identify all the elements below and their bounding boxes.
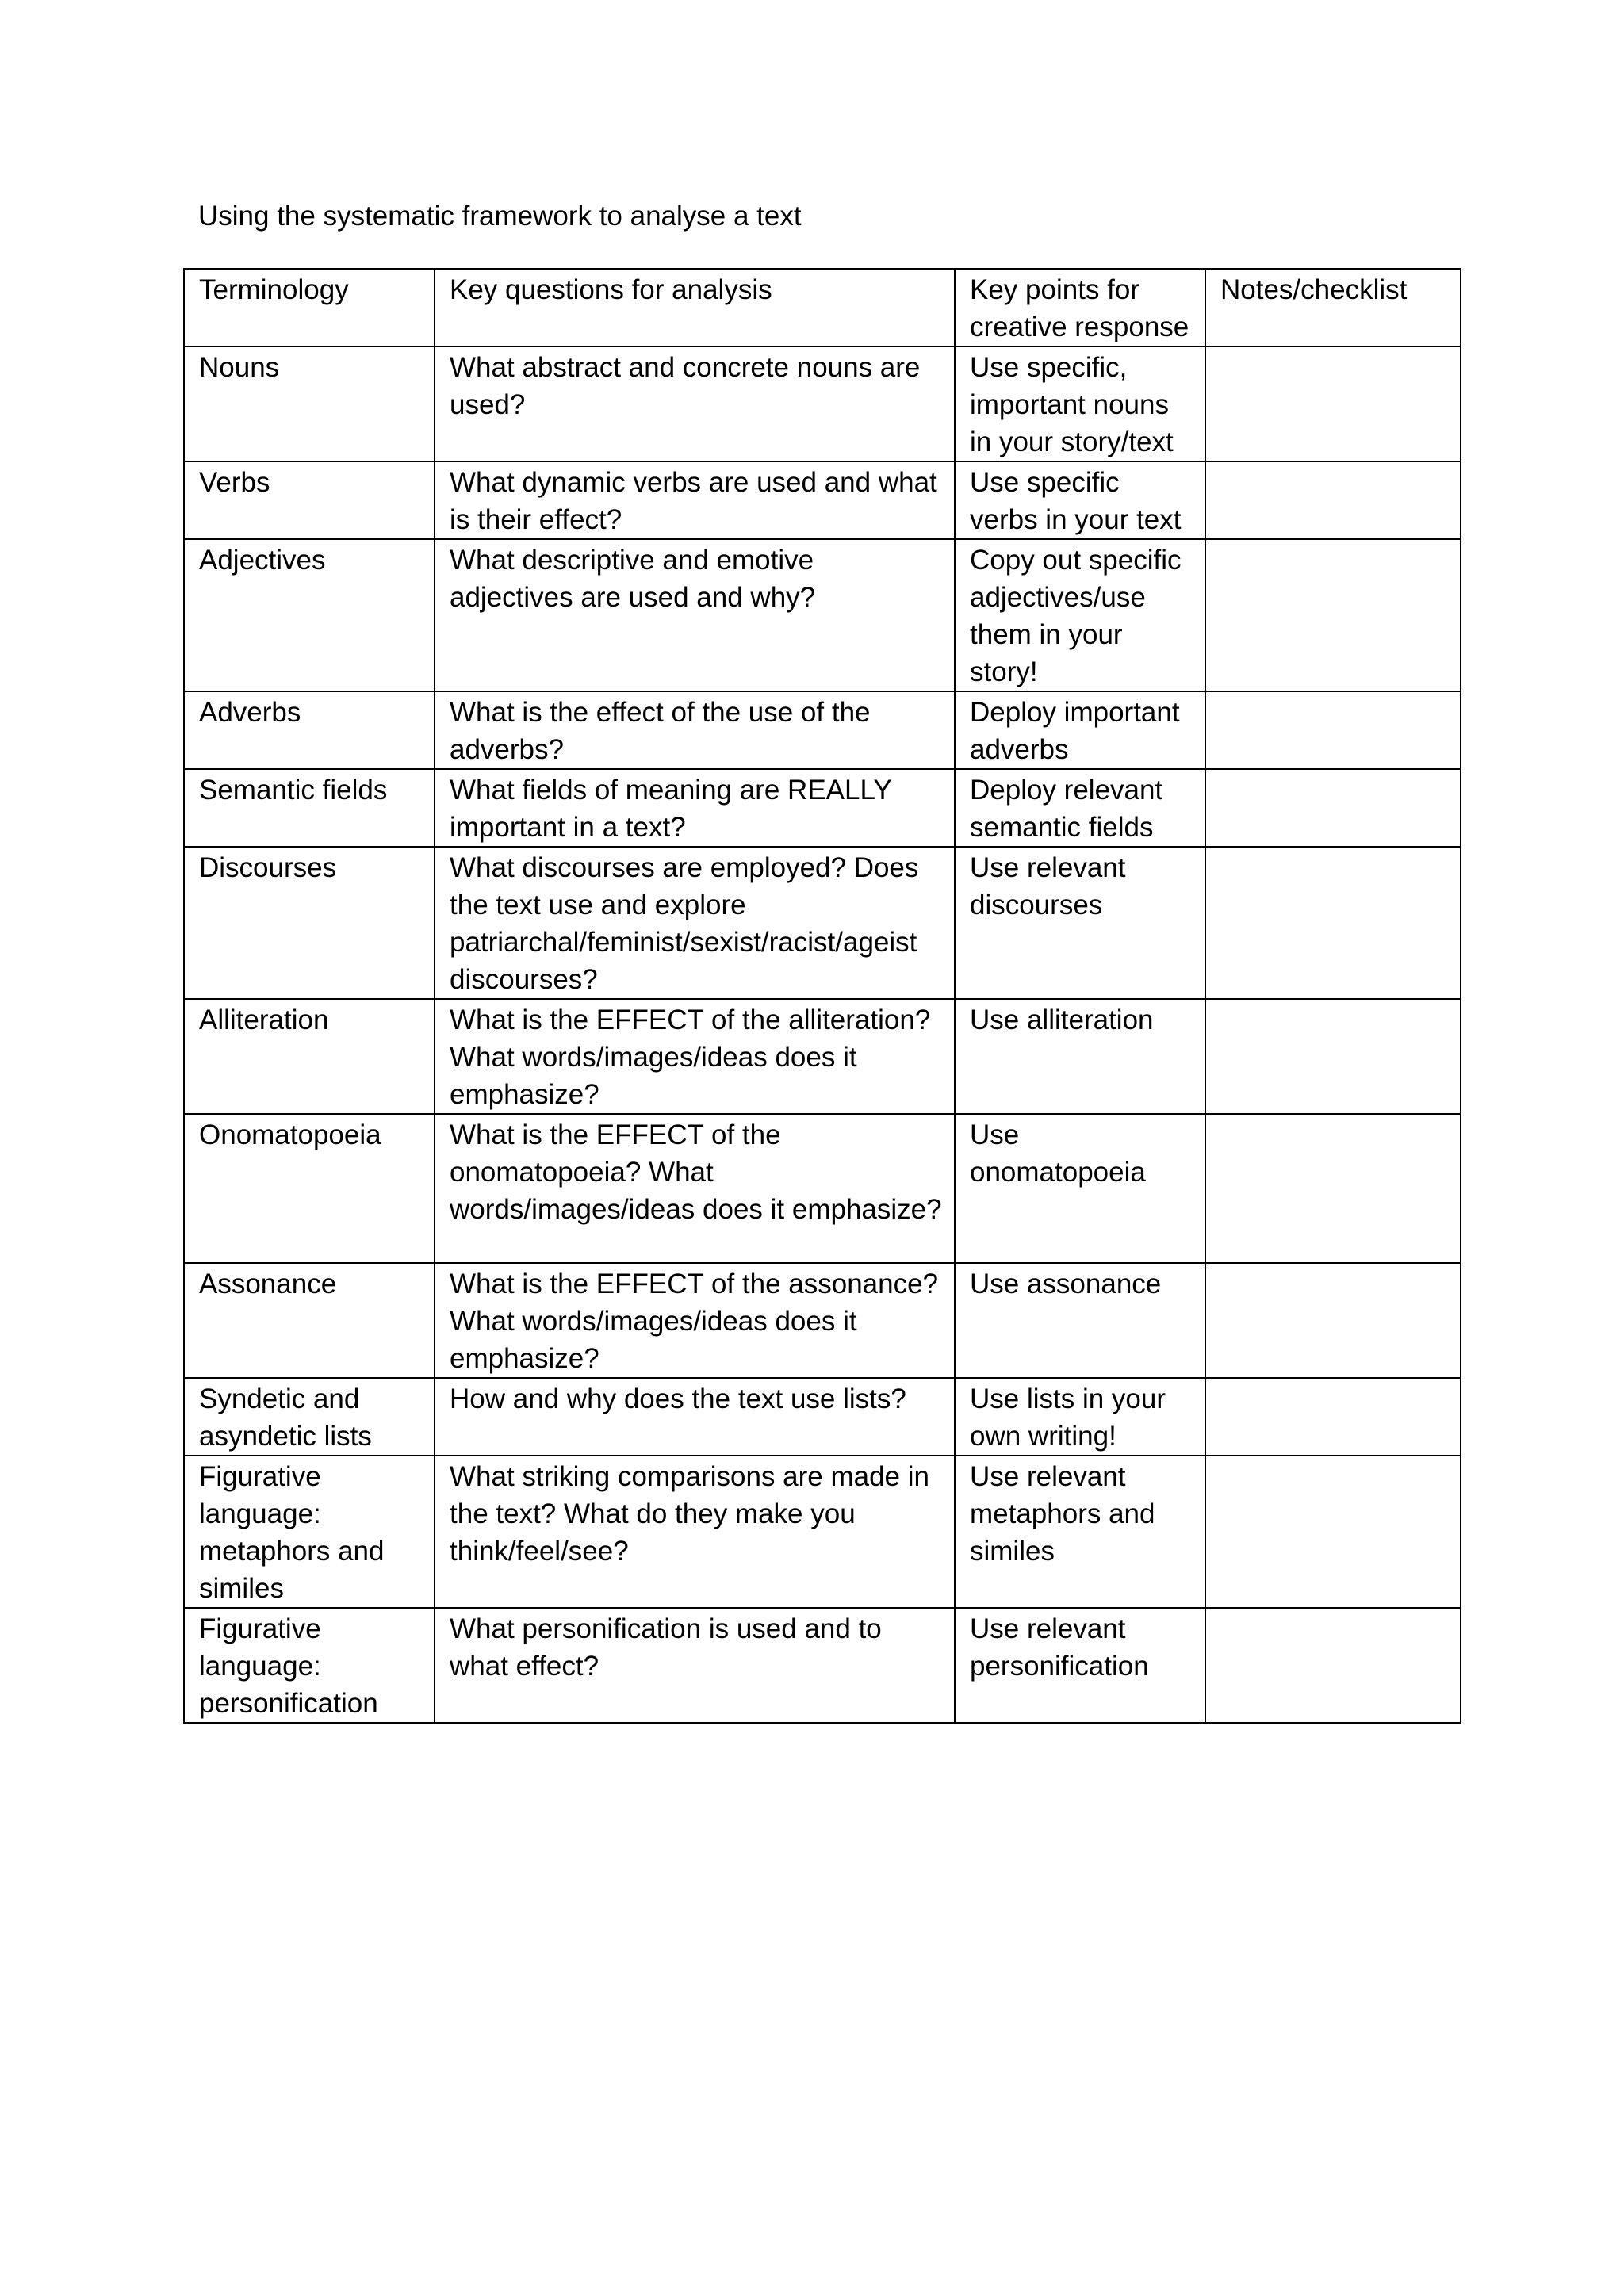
table-row bbox=[184, 691, 1461, 769]
question-cell: What descriptive and emotive adjectives are used and why? bbox=[435, 539, 955, 691]
table-row bbox=[184, 1378, 1461, 1456]
notes-cell bbox=[1205, 1608, 1461, 1723]
notes-cell bbox=[1205, 346, 1461, 461]
term-cell: Discourses bbox=[184, 847, 435, 999]
term-cell: Verbs bbox=[184, 461, 435, 539]
term-cell: Syndetic and asyndetic lists bbox=[184, 1378, 435, 1456]
table-row bbox=[184, 999, 1461, 1114]
term-cell: Figurative language: metaphors and similes bbox=[184, 1456, 435, 1608]
response-cell: Use assonance bbox=[955, 1263, 1205, 1378]
response-cell: Use lists in your own writing! bbox=[955, 1378, 1205, 1456]
term-cell: Onomatopoeia bbox=[184, 1114, 435, 1263]
term-cell: Figurative language: personification bbox=[184, 1608, 435, 1723]
notes-cell bbox=[1205, 1378, 1461, 1456]
question-cell: What striking comparisons are made in the text? What do they make you think/feel/see? bbox=[435, 1456, 955, 1608]
framework-table bbox=[183, 268, 1461, 1724]
response-cell: Deploy important adverbs bbox=[955, 691, 1205, 769]
question-cell: How and why does the text use lists? bbox=[435, 1378, 955, 1456]
term-cell: Adverbs bbox=[184, 691, 435, 769]
response-cell: Deploy relevant semantic fields bbox=[955, 769, 1205, 847]
question-cell: What is the EFFECT of the alliteration? What words/images/ideas does it emphasize? bbox=[435, 999, 955, 1114]
question-cell: What abstract and concrete nouns are used? bbox=[435, 346, 955, 461]
notes-cell bbox=[1205, 461, 1461, 539]
response-cell: Use relevant metaphors and similes bbox=[955, 1456, 1205, 1608]
header-notes-checklist: Notes/checklist bbox=[1205, 269, 1461, 346]
response-cell: Use onomatopoeia bbox=[955, 1114, 1205, 1263]
response-cell: Use specific, important nouns in your story/text bbox=[955, 346, 1205, 461]
notes-cell bbox=[1205, 539, 1461, 691]
table-row bbox=[184, 461, 1461, 539]
header-key-questions: Key questions for analysis bbox=[435, 269, 955, 346]
question-cell: What fields of meaning are REALLY important in a text? bbox=[435, 769, 955, 847]
term-cell: Semantic fields bbox=[184, 769, 435, 847]
question-cell: What personification is used and to what effect? bbox=[435, 1608, 955, 1723]
header-key-points: Key points for creative response bbox=[955, 269, 1205, 346]
notes-cell bbox=[1205, 769, 1461, 847]
table-row bbox=[184, 346, 1461, 461]
header-terminology: Terminology bbox=[184, 269, 435, 346]
notes-cell bbox=[1205, 1456, 1461, 1608]
response-cell: Use alliteration bbox=[955, 999, 1205, 1114]
table-row bbox=[184, 1114, 1461, 1263]
page-title: Using the systematic framework to analyse a text bbox=[198, 201, 802, 232]
question-cell: What is the effect of the use of the adverbs? bbox=[435, 691, 955, 769]
table-row bbox=[184, 1456, 1461, 1608]
table-row bbox=[184, 847, 1461, 999]
term-cell: Nouns bbox=[184, 346, 435, 461]
notes-cell bbox=[1205, 1114, 1461, 1263]
notes-cell bbox=[1205, 1263, 1461, 1378]
question-cell: What discourses are employed? Does the text use and explore patriarchal/feminist/sexist/racist/ageist discourses? bbox=[435, 847, 955, 999]
response-cell: Use relevant discourses bbox=[955, 847, 1205, 999]
response-cell: Use specific verbs in your text bbox=[955, 461, 1205, 539]
notes-cell bbox=[1205, 691, 1461, 769]
question-cell: What is the EFFECT of the assonance? What words/images/ideas does it emphasize? bbox=[435, 1263, 955, 1378]
response-cell: Use relevant personification bbox=[955, 1608, 1205, 1723]
table-row bbox=[184, 539, 1461, 691]
question-cell: What is the EFFECT of the onomatopoeia? What words/images/ideas does it emphasize? bbox=[435, 1114, 955, 1263]
table-header-row bbox=[184, 269, 1461, 346]
notes-cell bbox=[1205, 999, 1461, 1114]
term-cell: Assonance bbox=[184, 1263, 435, 1378]
term-cell: Adjectives bbox=[184, 539, 435, 691]
table-row bbox=[184, 1263, 1461, 1378]
question-cell: What dynamic verbs are used and what is their effect? bbox=[435, 461, 955, 539]
term-cell: Alliteration bbox=[184, 999, 435, 1114]
response-cell: Copy out specific adjectives/use them in your story! bbox=[955, 539, 1205, 691]
table-row bbox=[184, 1608, 1461, 1723]
notes-cell bbox=[1205, 847, 1461, 999]
table-row bbox=[184, 769, 1461, 847]
